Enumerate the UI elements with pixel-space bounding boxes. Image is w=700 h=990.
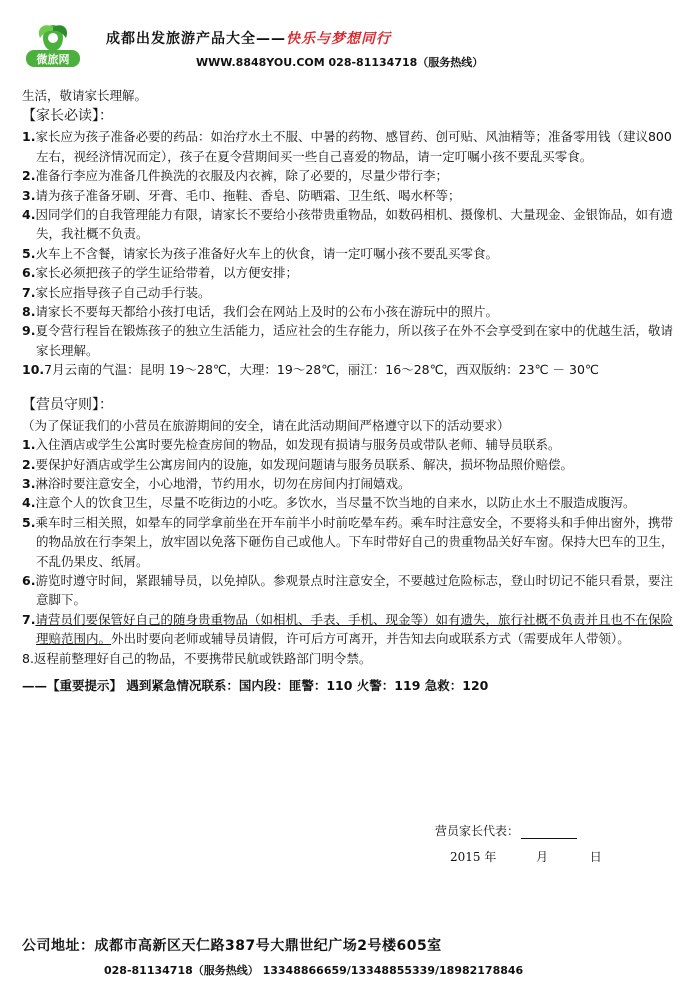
camper-item-text: 要保护好酒店或学生公寓房间内的设施，如发现问题请与服务员联系、解决，损坏物品照价赔偿。 [35,456,573,472]
header-website-phone: WWW.8848YOU.COM 028-81134718（服务热线） [196,56,484,69]
camper-section-heading: 【营员守则】： [22,396,113,413]
parents-item-num: 5. [22,245,36,261]
camper-item-2 [22,455,682,474]
camper-item-5 [22,513,682,571]
camper-item-1 [22,435,682,454]
parents-item-num: 10. [22,362,45,378]
parents-item-7 [22,283,682,302]
camper-item-3 [22,474,682,493]
camper-item-text: 淋浴时要注意安全，小心地滑，节约用水，切勿在房间内打闹嬉戏。 [35,475,411,491]
parent-rep-label: 营员家长代表： [435,824,520,838]
signature-line [521,826,577,839]
camper-item-7 [22,610,682,649]
date-year: 2015 年 [450,850,497,864]
camper-item-7-rest: 外出时要向老师或辅导员请假，许可后方可离开，并告知去向或联系方式（需要成年人带领）。 [111,631,630,647]
parents-item-text: 家长应为孩子准备必要的药品：如治疗水土不服、中暑的药物、感冒药、创可贴、风油精等；准备零用钱（建议800左右，视经济情况而定），孩子在夏令营期间买一些自己喜爱的物品，请一定叮嘱小孩不要乱买零食。 [35,129,672,164]
camper-list [22,435,682,610]
footer [22,935,682,978]
header-title-text: 成都出发旅游产品大全—— [106,31,286,47]
camper-item-8: 8.返程前整理好自己的物品，不要携带民航或铁路部门明令禁。 [22,650,372,666]
camper-item-text: 入住酒店或学生公寓时要先检查房间的物品，如发现有损请与服务员或带队老师、辅导员联系。 [35,437,561,453]
parents-item-text: 因同学们的自我管理能力有限，请家长不要给小孩带贵重物品，如数码相机、摄像机、大量现金、金银饰品，如有遗失，我社概不负责。 [35,207,673,242]
document-body [22,86,682,695]
footer-phones: 028-81134718（服务热线） 13348866659/13348855339/18982178846 [104,964,524,977]
date-month: 月 [536,850,549,864]
parents-item-text: 夏令营行程旨在锻炼孩子的独立生活能力，适应社会的生存能力，所以孩子在外不会享受到在家中的优越生活，敬请家长理解。 [35,323,673,358]
parents-item-9 [22,321,682,360]
camper-item-7-num: 7. [22,611,36,627]
parents-list [22,127,682,379]
parents-item-num: 7. [22,284,36,300]
parents-item-text: 家长应指导孩子自己动手行装。 [35,284,211,300]
parents-item-text: 准备行李应为准备几件换洗的衣服及内衣裤，除了必要的，尽量少带行李； [35,168,448,184]
camper-item-num: 1. [22,437,36,453]
header-slogan: 快乐与梦想同行 [286,31,391,47]
parents-item-2 [22,166,682,185]
camper-item-num: 5. [22,514,36,530]
parents-item-num: 9. [22,323,36,339]
parents-item-num: 1. [22,129,36,145]
camper-item-num: 6. [22,572,36,588]
camper-item-4 [22,493,682,512]
parents-item-num: 2. [22,168,36,184]
parents-section-heading: 【家长必读】： [22,108,113,125]
intro-line: 生活，敬请家长理解。 [22,88,148,103]
parents-item-1 [22,127,682,166]
logo-text: 微旅网 [36,53,70,66]
parents-item-8 [22,302,682,321]
parents-item-4 [22,205,682,244]
parents-item-text: 请家长不要每天都给小孩打电话，我们会在网站上及时的公布小孩在游玩中的照片。 [35,304,498,320]
signature-date [450,848,602,865]
parents-item-text: 请为孩子准备牙刷、牙膏、毛巾、拖鞋、香皂、防晒霜、卫生纸、喝水杯等； [35,187,461,203]
parents-item-10 [22,360,682,379]
camper-item-6 [22,571,682,610]
footer-address: 公司地址：成都市高新区天仁路387号大鼎世纪广场2号楼605室 [22,938,442,954]
parents-item-num: 6. [22,265,36,281]
parents-item-5 [22,244,682,263]
parents-item-3 [22,186,682,205]
camper-item-7-underlined: 请营员们要保管好自己的随身贵重物品（如相机、手表、手机、现金等）如有遗失，旅行社概不负责并且也不在保险理赔范围内。 [35,611,673,647]
company-logo [22,18,84,72]
camper-item-num: 3. [22,475,36,491]
parents-item-num: 3. [22,187,36,203]
camper-preface: （为了保证我们的小营员在旅游期间的安全，请在此活动期间严格遵守以下的活动要求） [22,417,510,433]
parents-item-text: 家长必须把孩子的学生证给带着，以方便安排； [35,265,298,281]
parent-rep-signature [435,822,577,839]
parents-item-num: 4. [22,207,36,223]
parents-item-text: 7月云南的气温：昆明 19～28℃，大理：19～28℃，丽江：16～28℃，西双版纳：23℃ － 30℃ [44,362,599,378]
camper-item-num: 2. [22,456,36,472]
parents-item-6 [22,263,682,282]
important-tip: ——【重要提示】 遇到紧急情况联系：国内段：匪警：110 火警：119 急救：120 [22,677,489,693]
camper-item-text: 游览时遵守时间，紧跟辅导员，以免掉队。参观景点时注意安全，不要越过危险标志，登山时切记不能只看景，要注意脚下。 [35,572,673,608]
parents-item-num: 8. [22,304,36,320]
date-day: 日 [589,850,602,864]
camper-item-num: 4. [22,495,36,511]
parents-item-text: 火车上不含餐，请家长为孩子准备好火车上的伙食，请一定叮嘱小孩不要乱买零食。 [35,245,498,261]
letterhead [22,18,682,74]
camper-item-text: 注意个人的饮食卫生，尽量不吃街边的小吃。多饮水，当尽量不饮当地的自来水，以防止水土不服造成腹泻。 [35,495,636,511]
header-title [106,28,391,48]
camper-item-text: 乘车时三相关照，如晕车的同学拿前坐在开车前半小时前吃晕车药。乘车时注意安全，不要将头和手伸出窗外，携带的物品放在行李架上，放牢固以免落下砸伤自己或他人。下车时带好自己的贵重物品关好车窗。保持大巴车的卫生，不乱仍果皮、纸屑。 [35,514,674,569]
